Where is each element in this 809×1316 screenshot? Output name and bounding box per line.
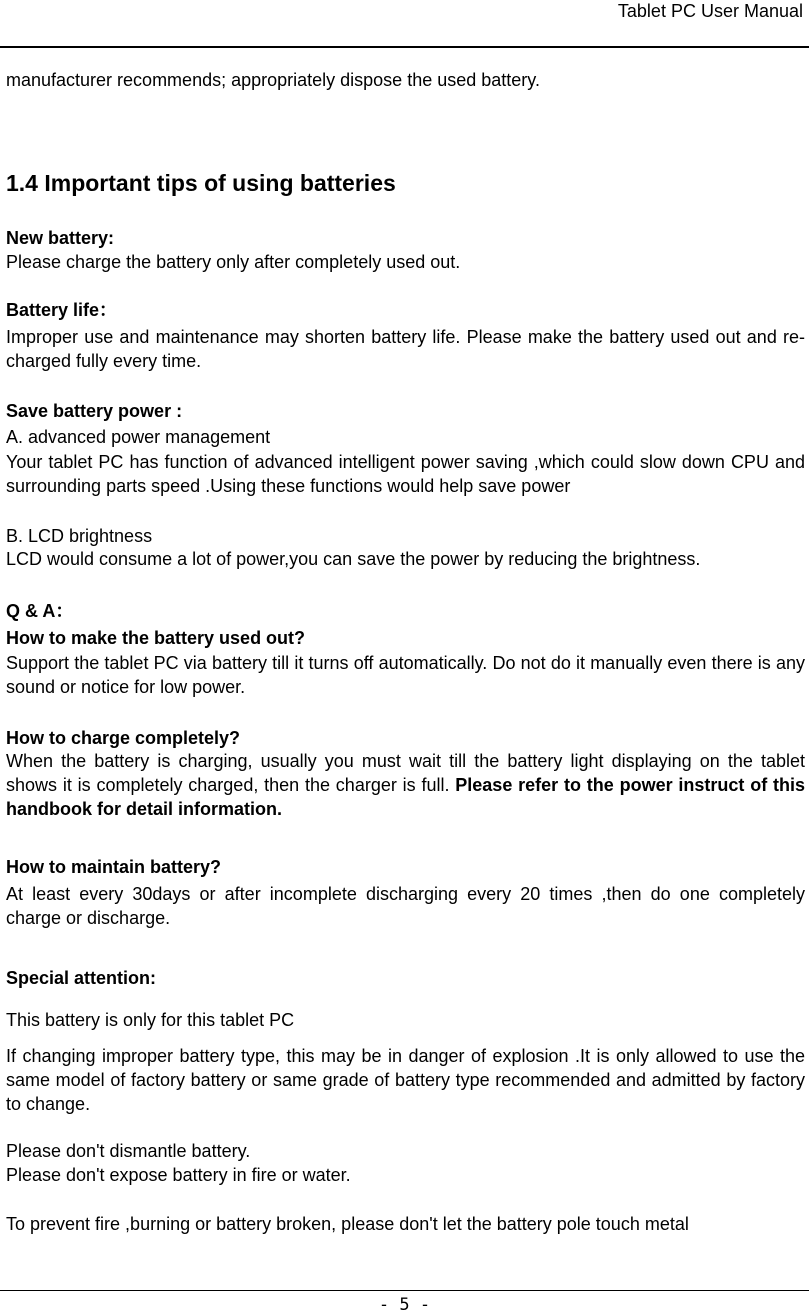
save-power-item-b-title: B. LCD brightness [6, 526, 153, 546]
header-divider [0, 46, 809, 48]
qa-question-1: How to make the battery used out? [6, 628, 306, 648]
battery-life-text: Improper use and maintenance may shorten battery life. Please make the battery used out and re-charged fully every time. [6, 327, 805, 371]
qa-question-3: How to maintain battery? [6, 857, 222, 877]
qa-heading: Q & A： [6, 601, 74, 621]
page-number: - 5 - [378, 1295, 431, 1315]
save-power-item-a-text: Your tablet PC has function of advanced intelligent power saving ,which could slow down CPU and surrounding parts speed .Using these functions would help save power [6, 452, 805, 496]
special-line-4: Please don't expose battery in fire or water. [6, 1165, 351, 1185]
special-line-5: To prevent fire ,burning or battery broken, please don't let the battery pole touch metal [6, 1214, 689, 1234]
qa-answer-2-normal: When the battery is charging, usually you must wait till the battery light displaying on the tablet shows it is completely charged, then the charger is full. [6, 751, 805, 795]
special-line-1: This battery is only for this tablet PC [6, 1010, 295, 1030]
qa-answer-2-bold: Please refer to the power instruct of this handbook for detail information. [6, 775, 805, 819]
qa-answer-2 [6, 749, 805, 821]
special-line-2: If changing improper battery type, this may be in danger of explosion .It is only allowed to use the same model of factory battery or same grade of battery type recommended and admitted by factory to change. [6, 1046, 805, 1114]
qa-question-2: How to charge completely? [6, 728, 241, 748]
battery-life-heading: Battery life： [6, 300, 118, 320]
save-power-heading: Save battery power : [6, 401, 183, 421]
new-battery-heading: New battery: [6, 228, 115, 248]
qa-answer-1: Support the tablet PC via battery till it turns off automatically. Do not do it manually even there is any sound or notice for low power. [6, 653, 805, 697]
special-heading: Special attention: [6, 968, 157, 988]
save-power-item-b-text: LCD would consume a lot of power,you can save the power by reducing the brightness. [6, 549, 701, 569]
qa-answer-3: At least every 30days or after incomplete discharging every 20 times ,then do one completely charge or discharge. [6, 884, 805, 928]
special-line-3: Please don't dismantle battery. [6, 1141, 251, 1161]
section-heading: 1.4 Important tips of using batteries [6, 170, 396, 196]
new-battery-text: Please charge the battery only after completely used out. [6, 252, 461, 272]
footer-divider [0, 1290, 809, 1291]
continued-text: manufacturer recommends; appropriately dispose the used battery. [6, 70, 540, 90]
save-power-item-a-title: A. advanced power management [6, 427, 271, 447]
header-title: Tablet PC User Manual [617, 1, 803, 21]
